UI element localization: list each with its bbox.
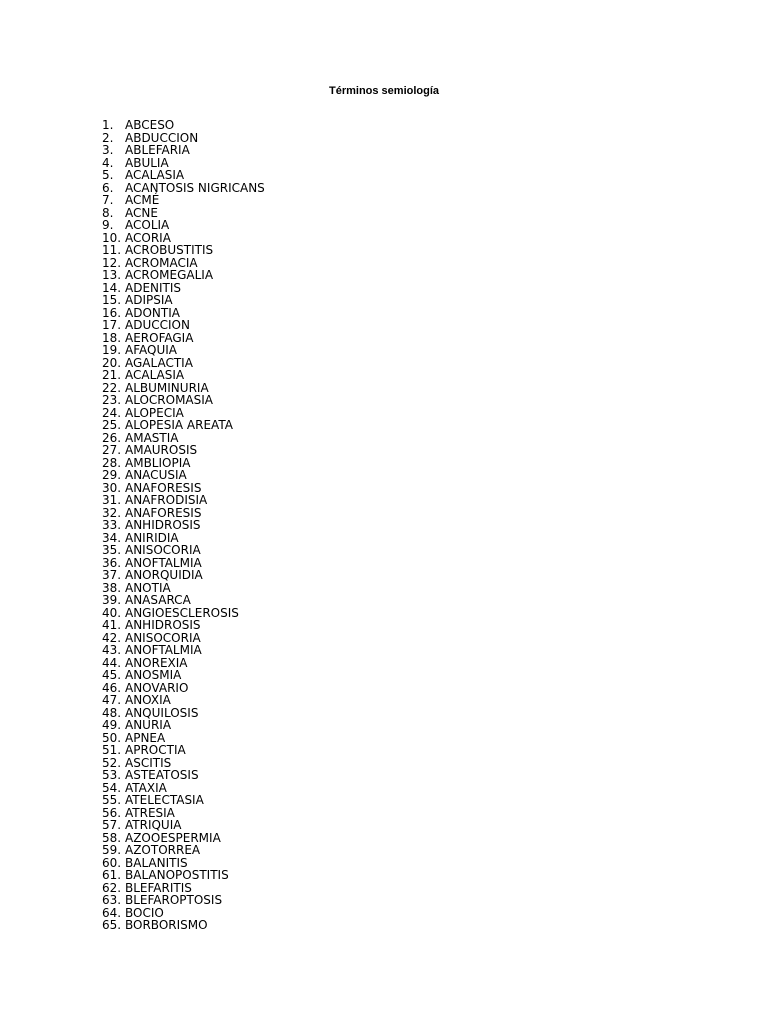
term-number: 17. (102, 318, 122, 332)
term-label: ANOXIA (125, 693, 171, 707)
term-label: ACALASIA (125, 168, 185, 182)
term-number: 8. (102, 205, 114, 220)
term-label: BORBORISMO (125, 918, 208, 932)
term-number: 44. (102, 655, 122, 670)
list-item (102, 694, 265, 707)
term-number: 64. (102, 905, 122, 920)
list-item (102, 619, 265, 632)
term-label: BLEFAROPTOSIS (125, 893, 223, 907)
term-number: 42. (102, 630, 122, 645)
term-number: 30. (102, 480, 122, 495)
term-number: 29. (102, 468, 122, 482)
term-number: 32. (102, 505, 122, 520)
term-label: APROCTIA (125, 743, 186, 757)
term-label: AZOOESPERMIA (125, 830, 221, 845)
term-number: 4. (102, 155, 114, 170)
term-label: ACROMEGALIA (125, 268, 214, 282)
term-number: 36. (102, 555, 122, 570)
term-number: 2. (102, 130, 114, 145)
term-number: 52. (102, 755, 122, 770)
list-item (102, 294, 265, 307)
term-label: APNEA (125, 730, 166, 745)
list-item (102, 244, 265, 257)
list-item (102, 894, 265, 907)
term-number: 11. (102, 243, 122, 257)
term-label: ADUCCION (125, 318, 190, 332)
term-number: 28. (102, 455, 122, 470)
list-item (102, 719, 265, 732)
list-item (102, 194, 265, 207)
term-label: ACOLIA (125, 218, 170, 232)
term-number: 37. (102, 568, 122, 582)
term-number: 22. (102, 380, 122, 395)
term-number: 31. (102, 493, 122, 507)
term-label: ANOTIA (125, 580, 171, 595)
term-label: AGALACTIA (125, 355, 193, 370)
term-label: AFAQUIA (125, 343, 177, 357)
term-label: ANACUSIA (125, 468, 187, 482)
term-number: 10. (102, 230, 122, 245)
term-label: ACMÉ (125, 193, 160, 207)
term-label: ADIPSIA (125, 293, 173, 307)
term-label: ADENITIS (125, 280, 182, 295)
term-number: 59. (102, 843, 122, 857)
term-number: 58. (102, 830, 122, 845)
list-item (102, 919, 265, 932)
term-label: BLEFARITIS (125, 880, 192, 895)
term-number: 20. (102, 355, 122, 370)
list-item (102, 644, 265, 657)
term-label: AMAUROSIS (125, 443, 198, 457)
term-label: ABULIA (125, 155, 169, 170)
term-number: 46. (102, 680, 122, 695)
term-label: ANIRIDIA (125, 530, 179, 545)
list-item (102, 144, 265, 157)
term-number: 34. (102, 530, 122, 545)
list-item (102, 419, 265, 432)
list-item (102, 344, 265, 357)
term-number: 40. (102, 605, 122, 620)
term-label: ATAXIA (125, 780, 167, 795)
term-label: ANAFRODISIA (125, 493, 208, 507)
list-item (102, 469, 265, 482)
list-item (102, 669, 265, 682)
list-item (102, 519, 265, 532)
term-label: ANHIDROSIS (125, 518, 201, 532)
term-number: 41. (102, 618, 122, 632)
term-label: ATELECTASIA (125, 793, 204, 807)
term-number: 16. (102, 305, 122, 320)
term-list (102, 119, 265, 932)
term-number: 12. (102, 255, 122, 270)
list-item (102, 269, 265, 282)
list-item (102, 844, 265, 857)
term-label: ACROMACIA (125, 255, 198, 270)
term-label: ASCITIS (125, 755, 172, 770)
list-item (102, 169, 265, 182)
term-number: 35. (102, 543, 122, 557)
term-label: ACORIA (125, 230, 171, 245)
list-item (102, 544, 265, 557)
term-label: ABDUCCION (125, 130, 199, 145)
list-item (102, 394, 265, 407)
term-label: ALBUMINURIA (125, 380, 209, 395)
term-label: ANOFTALMIA (125, 643, 202, 657)
term-label: ANGIOESCLEROSIS (125, 605, 239, 620)
term-number: 63. (102, 893, 122, 907)
term-label: ANOVARIO (125, 680, 189, 695)
term-number: 45. (102, 668, 122, 682)
term-label: ANASARCA (125, 593, 191, 607)
term-label: ANQUILOSIS (125, 705, 199, 720)
list-item (102, 794, 265, 807)
term-label: ABCESO (125, 118, 175, 132)
term-number: 15. (102, 293, 122, 307)
term-number: 51. (102, 743, 122, 757)
term-number: 56. (102, 805, 122, 820)
term-label: AZOTORREA (125, 843, 201, 857)
term-number: 26. (102, 430, 122, 445)
term-number: 39. (102, 593, 122, 607)
term-label: ASTEATOSIS (125, 768, 199, 782)
term-label: ANAFORESIS (125, 480, 202, 495)
term-label: ADONTIA (125, 305, 180, 320)
term-label: BALANITIS (125, 855, 188, 870)
list-item (102, 219, 265, 232)
term-number: 47. (102, 693, 122, 707)
term-number: 49. (102, 718, 122, 732)
term-number: 57. (102, 818, 122, 832)
term-label: ANOFTALMIA (125, 555, 202, 570)
term-label: ACANTOSIS NIGRICANS (125, 180, 265, 195)
term-number: 6. (102, 180, 114, 195)
term-number: 38. (102, 580, 122, 595)
term-number: 25. (102, 418, 122, 432)
term-number: 55. (102, 793, 122, 807)
term-number: 50. (102, 730, 122, 745)
term-number: 61. (102, 868, 122, 882)
term-number: 24. (102, 405, 122, 420)
term-number: 19. (102, 343, 122, 357)
term-number: 3. (102, 143, 114, 157)
term-number: 33. (102, 518, 122, 532)
term-label: ACALASIA (125, 368, 185, 382)
list-item (102, 444, 265, 457)
term-label: ANOREXIA (125, 655, 188, 670)
term-label: ANISOCORIA (125, 630, 201, 645)
term-label: ANORQUIDIA (125, 568, 203, 582)
term-label: ATRIQUIA (125, 818, 182, 832)
list-item (102, 594, 265, 607)
term-label: ABLEFARIA (125, 143, 190, 157)
term-number: 18. (102, 330, 122, 345)
list-item (102, 744, 265, 757)
list-item (102, 569, 265, 582)
term-number: 21. (102, 368, 122, 382)
term-number: 13. (102, 268, 122, 282)
term-label: AMBLIOPIA (125, 455, 191, 470)
term-label: ACROBUSTITIS (125, 243, 214, 257)
term-number: 27. (102, 443, 122, 457)
term-label: ANAFORESIS (125, 505, 202, 520)
list-item (102, 319, 265, 332)
term-label: ATRESIA (125, 805, 175, 820)
term-label: ACNE (125, 205, 158, 220)
list-item (102, 769, 265, 782)
term-label: ALOCROMASIA (125, 393, 214, 407)
term-number: 9. (102, 218, 114, 232)
term-number: 5. (102, 168, 114, 182)
term-label: ANOSMIA (125, 668, 182, 682)
term-number: 1. (102, 118, 114, 132)
term-label: BALANOPOSTITIS (125, 868, 229, 882)
term-label: AEROFAGIA (125, 330, 194, 345)
term-number: 60. (102, 855, 122, 870)
term-number: 48. (102, 705, 122, 720)
list-item (102, 819, 265, 832)
term-number: 65. (102, 918, 122, 932)
term-label: ANHIDROSIS (125, 618, 201, 632)
term-number: 23. (102, 393, 122, 407)
list-item (102, 369, 265, 382)
term-number: 53. (102, 768, 122, 782)
document-title: Términos semiología (328, 85, 440, 97)
term-label: ALOPESIA AREATA (125, 418, 233, 432)
term-number: 54. (102, 780, 122, 795)
term-label: AMASTIA (125, 430, 179, 445)
term-number: 7. (102, 193, 114, 207)
term-label: ALOPECIA (125, 405, 184, 420)
term-label: ANURIA (125, 718, 172, 732)
term-number: 43. (102, 643, 122, 657)
term-number: 62. (102, 880, 122, 895)
term-label: ANISOCORIA (125, 543, 201, 557)
term-label: BOCIO (125, 905, 164, 920)
term-number: 14. (102, 280, 122, 295)
list-item (102, 869, 265, 882)
list-item (102, 494, 265, 507)
list-item (102, 119, 265, 132)
